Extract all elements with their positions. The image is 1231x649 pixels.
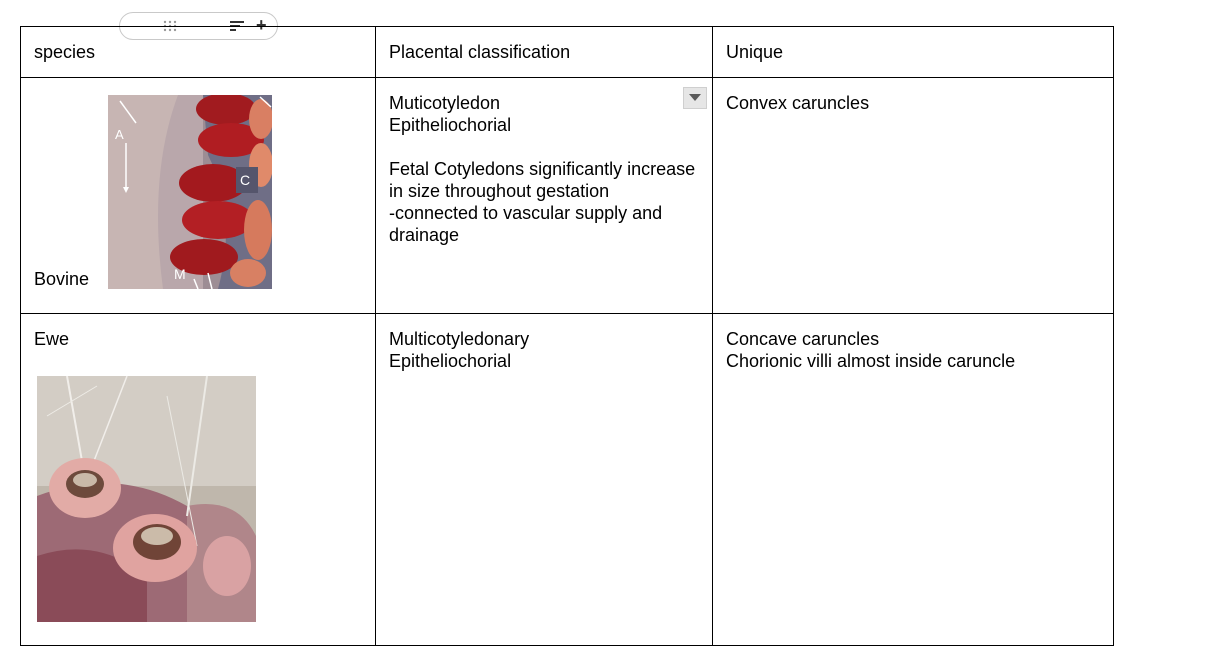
classification-cell-ewe[interactable] (376, 314, 713, 646)
header-unique-label: Unique (726, 42, 784, 62)
classification-note: -connected to vascular supply and drainage (389, 203, 663, 245)
species-cell-ewe[interactable] (21, 314, 376, 646)
unique-cell-ewe[interactable] (713, 314, 1114, 646)
bovine-label-c: C (240, 172, 251, 188)
header-unique[interactable] (713, 27, 1114, 78)
table-header-row (21, 27, 1114, 78)
unique-cell-bovine[interactable] (713, 78, 1114, 314)
table-row (21, 314, 1114, 646)
classification-line: Epitheliochorial (389, 351, 512, 371)
classification-line: Epitheliochorial (389, 115, 512, 135)
classification-line: Muticotyledon (389, 93, 501, 113)
header-species-label: species (34, 42, 96, 62)
header-classification[interactable] (376, 27, 713, 78)
classification-line: Multicotyledonary (389, 329, 530, 349)
unique-line: Convex caruncles (726, 93, 870, 113)
table-row (21, 78, 1114, 314)
chevron-down-icon (689, 94, 701, 102)
header-species[interactable] (21, 27, 376, 78)
placenta-table (20, 26, 1114, 646)
species-cell-bovine[interactable] (21, 78, 376, 314)
species-label-ewe: Ewe (34, 329, 70, 349)
classification-cell-bovine[interactable] (376, 78, 713, 314)
unique-line: Chorionic villi almost inside caruncle (726, 351, 1016, 371)
header-classification-label: Placental classification (389, 42, 571, 62)
bovine-placentome-photo (108, 95, 272, 289)
ewe-placentome-photo (37, 376, 256, 622)
bovine-label-a: A (115, 127, 124, 142)
classification-note: Fetal Cotyledons significantly increase in size throughout gestation (389, 159, 696, 201)
add-column-button[interactable]: + (256, 15, 267, 35)
species-label-bovine: Bovine (34, 269, 90, 289)
unique-line: Concave caruncles (726, 329, 880, 349)
cell-options-button[interactable] (683, 87, 707, 109)
bovine-label-m: M (174, 266, 186, 282)
